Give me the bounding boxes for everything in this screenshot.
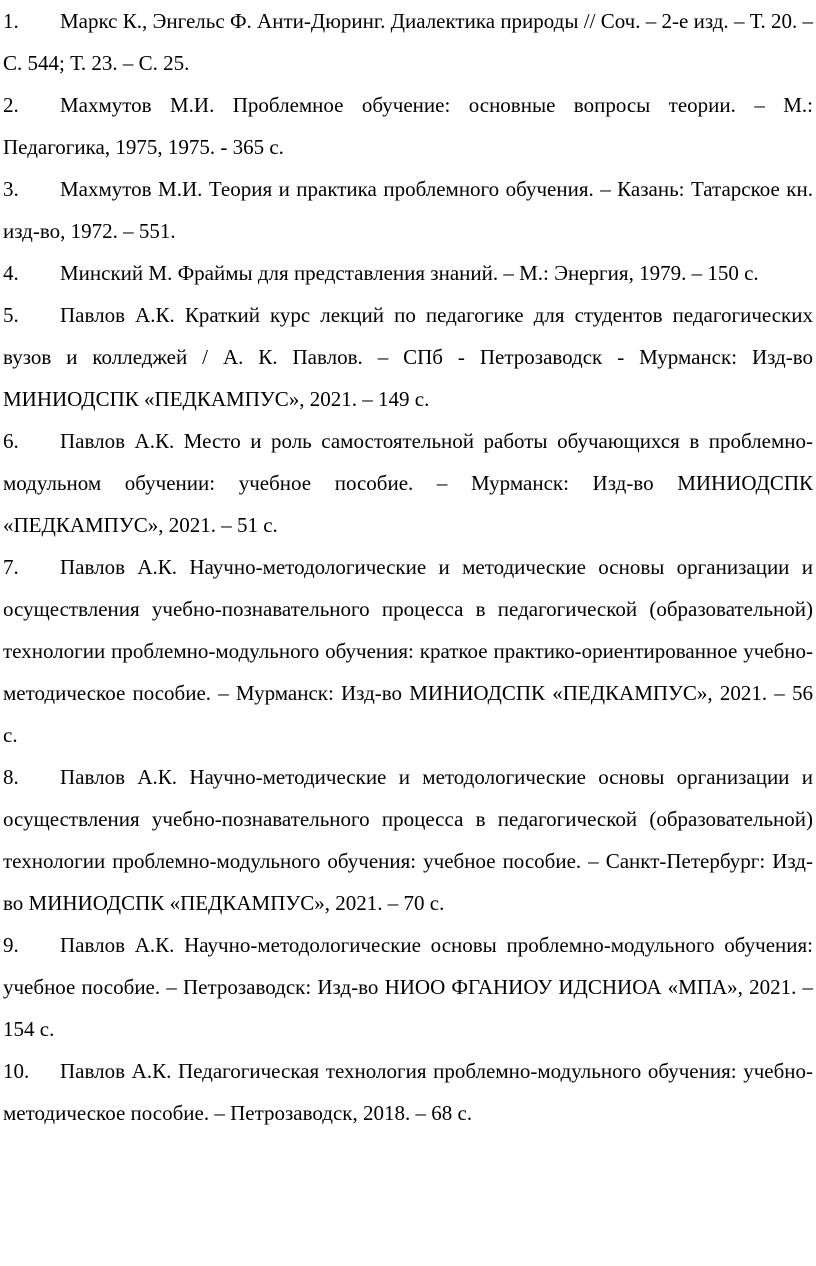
reference-item [3,252,813,294]
reference-number: 3. [3,177,19,201]
reference-number: 7. [3,555,19,579]
reference-item [3,294,813,420]
reference-number: 4. [3,261,19,285]
reference-number: 2. [3,93,19,117]
reference-number: 8. [3,765,19,789]
reference-item [3,546,813,756]
reference-item [3,756,813,924]
reference-number: 5. [3,303,19,327]
reference-item [3,420,813,546]
reference-text: Махмутов М.И. Теория и практика проблемного обучения. – Казань: Татарское кн. изд-во, 1972. – 551. [3,177,813,243]
reference-text: Павлов А.К. Научно-методологические основы проблемно-модульного обучения: учебное пособие. – Петрозаводск: Изд-во НИОО ФГАНИОУ ИДСНИОА «МПА», 2021. – 154 с. [3,933,813,1041]
reference-item [3,168,813,252]
reference-item [3,0,813,84]
reference-list [3,0,813,1134]
reference-text: Махмутов М.И. Проблемное обучение: основные вопросы теории. – М.: Педагогика, 1975, 1975. - 365 с. [3,93,813,159]
reference-text: Павлов А.К. Научно-методические и методологические основы организации и осуществления учебно-познавательного процесса в педагогической (образовательной) технологии проблемно-модульного обучения: учебное пособие. – Санкт-Петербург: Изд-во МИНИОДСПК «ПЕДКАМПУС», 2021. – 70 с. [3,765,813,915]
reference-text: Минский М. Фраймы для представления знаний. – М.: Энергия, 1979. – 150 с. [60,261,759,285]
reference-text: Павлов А.К. Педагогическая технология проблемно-модульного обучения: учебно-методическое пособие. – Петрозаводск, 2018. – 68 с. [3,1059,813,1125]
reference-item [3,84,813,168]
reference-text: Павлов А.К. Место и роль самостоятельной работы обучающихся в проблемно-модульном обучении: учебное пособие. – Мурманск: Изд-во МИНИОДСПК «ПЕДКАМПУС», 2021. – 51 с. [3,429,813,537]
reference-text: Павлов А.К. Научно-методологические и методические основы организации и осуществления учебно-познавательного процесса в педагогической (образовательной) технологии проблемно-модульного обучения: краткое практико-ориентированное учебно-методическое пособие. – Мурманск: Изд-во МИНИОДСПК «ПЕДКАМПУС», 2021. – 56 с. [3,555,813,747]
reference-item [3,1050,813,1134]
reference-number: 9. [3,933,19,957]
reference-item [3,924,813,1050]
reference-number: 6. [3,429,19,453]
reference-text: Павлов А.К. Краткий курс лекций по педагогике для студентов педагогических вузов и колледжей / А. К. Павлов. – СПб - Петрозаводск - Мурманск: Изд-во МИНИОДСПК «ПЕДКАМПУС», 2021. – 149 с. [3,303,813,411]
reference-number: 1. [3,9,19,33]
reference-text: Маркс К., Энгельс Ф. Анти-Дюринг. Диалектика природы // Соч. – 2-е изд. – Т. 20. – С. 544; Т. 23. – С. 25. [3,9,813,75]
reference-number: 10. [3,1059,30,1083]
